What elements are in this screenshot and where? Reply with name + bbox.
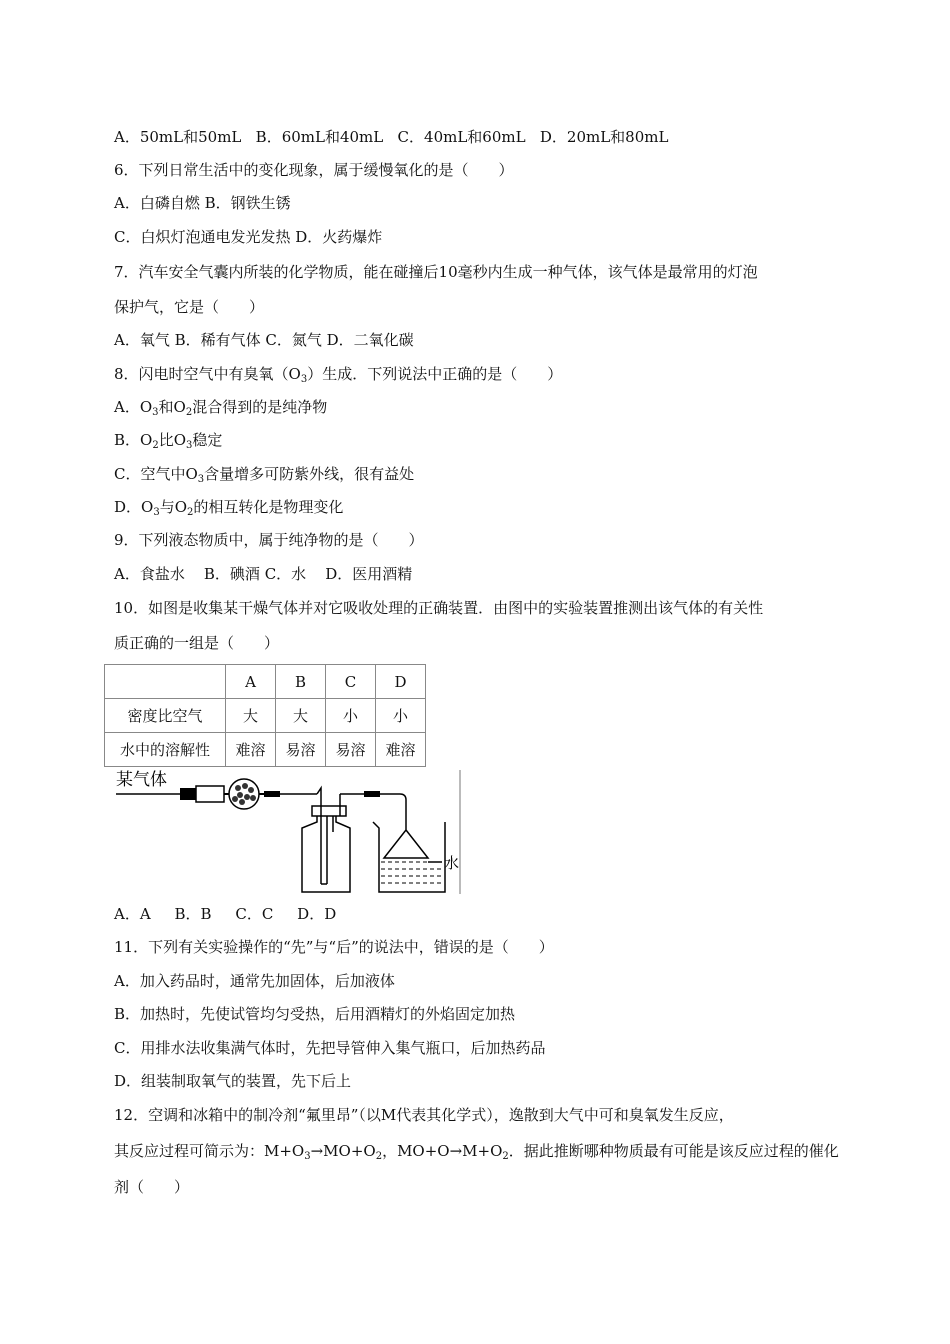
table-row xyxy=(105,733,426,767)
table-cell: A xyxy=(226,665,276,699)
gas-label: 某气体 xyxy=(116,770,167,789)
q10-options: A．A B．B C．C D．D xyxy=(114,905,337,923)
inlet-arrow xyxy=(116,790,188,798)
table-cell: 易溶 xyxy=(326,733,376,767)
q10-stem-line1: 10．如图是收集某干燥气体并对它吸收处理的正确装置．由图中的实验装置推测出该气体的有关性 xyxy=(114,599,764,617)
table-cell: 易溶 xyxy=(276,733,326,767)
q8-stem: 8．闪电时空气中有臭氧$(O_3)$生成．下列说法中正确的是（ ） xyxy=(114,365,563,385)
table-cell: 密度比空气 xyxy=(105,699,226,733)
beaker-with-funnel xyxy=(373,815,445,892)
q10-stem-line2: 质正确的一组是（ ） xyxy=(114,634,280,652)
connecting-tubes xyxy=(259,788,406,816)
q8-option-b: B．$O_2$比$O_3$稳定 xyxy=(114,431,223,451)
gas-collection-bottle xyxy=(302,806,350,892)
q6-stem: 6．下列日常生活中的变化现象，属于缓慢氧化的是（ ） xyxy=(114,161,514,179)
table-cell: D xyxy=(376,665,426,699)
q5-options: A．50mL和50mL B．60mL和40mL C．40mL和60mL D．20mL和80mL xyxy=(114,128,669,146)
table-cell: 大 xyxy=(226,699,276,733)
q12-stem-line3: 剂（ ） xyxy=(114,1178,190,1196)
q7-options: A．氧气 B．稀有气体 C．氮气 D．二氧化碳 xyxy=(114,331,414,349)
q12-stem-line1: 12．空调和冰箱中的制冷剂“氟里昂”（以M代表其化学式），逸散到大气中可和臭氧发生反应， xyxy=(114,1106,734,1124)
q11-option-a: A．加入药品时，通常先加固体，后加液体 xyxy=(114,972,395,990)
table-cell: 小 xyxy=(376,699,426,733)
q8-option-a: A．$O_3$和$O_2$混合得到的是纯净物 xyxy=(114,398,328,418)
q9-options: A．食盐水 B．碘酒 C．水 D．医用酒精 xyxy=(114,565,413,583)
q6-options-ab: A．白磷自燃 B．钢铁生锈 xyxy=(114,194,291,212)
q7-stem-line2: 保护气，它是（ ） xyxy=(114,298,265,316)
table-cell: B xyxy=(276,665,326,699)
table-cell: 小 xyxy=(326,699,376,733)
q11-option-c: C．用排水法收集满气体时，先把导管伸入集气瓶口，后加热药品 xyxy=(114,1039,546,1057)
q8-option-d: D．$O_3$与$O_2$的相互转化是物理变化 xyxy=(114,498,344,518)
table-cell: 难溶 xyxy=(376,733,426,767)
q6-options-cd: C．白炽灯泡通电发光发热 D．火药爆炸 xyxy=(114,228,383,246)
q10-property-table xyxy=(104,664,426,767)
q12-stem-line2: 其反应过程可简示为：$M+O_3\to MO+O_2$，$MO+O\to M+O_2$．据此推断哪种物质最有可能是该反应过程的催化 xyxy=(114,1142,839,1162)
table-cell: 大 xyxy=(276,699,326,733)
drying-tube xyxy=(180,779,259,809)
table-cell: 水中的溶解性 xyxy=(105,733,226,767)
water-label: 水 xyxy=(444,855,460,872)
table-cell xyxy=(105,665,226,699)
q11-option-d: D．组装制取氧气的装置，先下后上 xyxy=(114,1072,352,1090)
table-header-row xyxy=(105,665,426,699)
table-row xyxy=(105,699,426,733)
q11-option-b: B．加热时，先使试管均匀受热，后用酒精灯的外焰固定加热 xyxy=(114,1005,516,1023)
table-cell: 难溶 xyxy=(226,733,276,767)
q11-stem: 11．下列有关实验操作的“先”与“后”的说法中，错误的是（ ） xyxy=(114,938,554,956)
q8-option-c: C．空气中$O_3$含量增多可防紫外线，很有益处 xyxy=(114,465,415,485)
q9-stem: 9．下列液态物质中，属于纯净物的是（ ） xyxy=(114,531,424,549)
gas-collection-apparatus-figure xyxy=(114,770,462,894)
q7-stem-line1: 7．汽车安全气囊内所装的化学物质，能在碰撞后10毫秒内生成一种气体，该气体是最常用的灯泡 xyxy=(114,263,758,281)
table-cell: C xyxy=(326,665,376,699)
